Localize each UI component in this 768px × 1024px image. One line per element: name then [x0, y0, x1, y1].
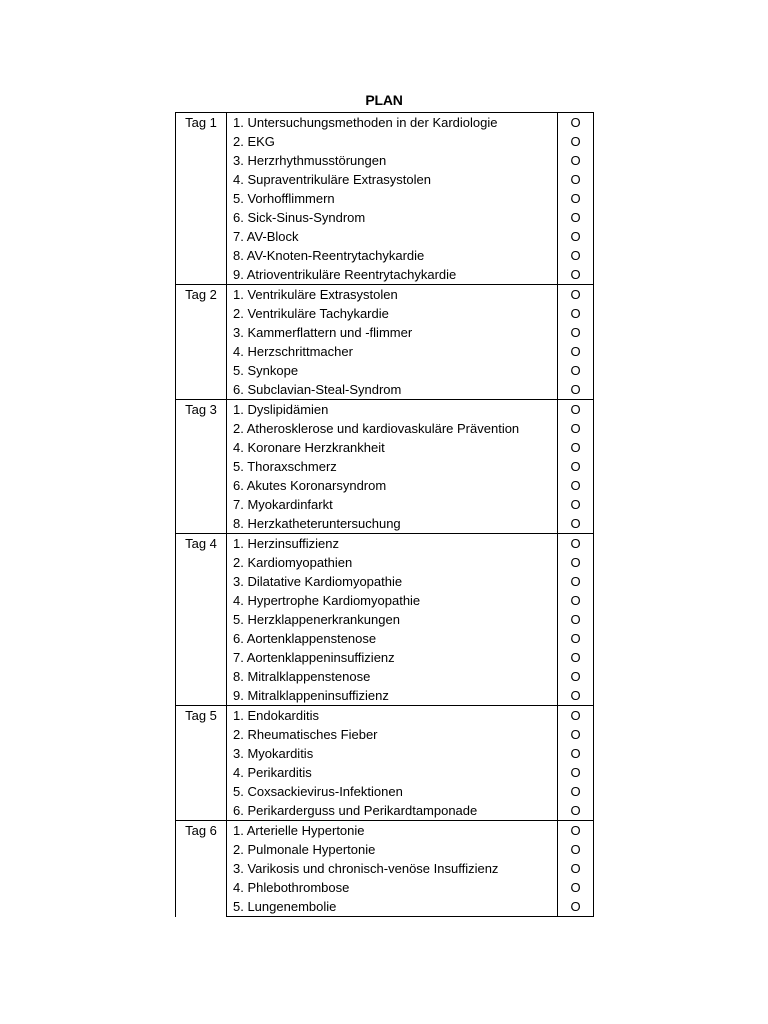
table-row — [176, 380, 594, 400]
topic-item: 3. Dilatative Kardiomyopathie — [227, 572, 558, 591]
checkbox-circle[interactable]: O — [558, 151, 594, 170]
day-label: Tag 2 — [176, 285, 227, 400]
table-row — [176, 725, 594, 744]
topic-item: 4. Koronare Herzkrankheit — [227, 438, 558, 457]
topic-item: 5. Vorhofflimmern — [227, 189, 558, 208]
topic-item: 7. AV-Block — [227, 227, 558, 246]
topic-item: 2. EKG — [227, 132, 558, 151]
table-row — [176, 361, 594, 380]
table-row — [176, 419, 594, 438]
table-row — [176, 897, 594, 917]
topic-item: 5. Herzklappenerkrankungen — [227, 610, 558, 629]
table-row — [176, 706, 594, 726]
table-row — [176, 113, 594, 133]
checkbox-circle[interactable]: O — [558, 706, 594, 726]
topic-item: 6. Aortenklappenstenose — [227, 629, 558, 648]
checkbox-circle[interactable]: O — [558, 323, 594, 342]
checkbox-circle[interactable]: O — [558, 457, 594, 476]
day-label: Tag 4 — [176, 534, 227, 706]
topic-item: 6. Sick-Sinus-Syndrom — [227, 208, 558, 227]
table-row — [176, 553, 594, 572]
topic-item: 2. Rheumatisches Fieber — [227, 725, 558, 744]
checkbox-circle[interactable]: O — [558, 419, 594, 438]
topic-item: 7. Myokardinfarkt — [227, 495, 558, 514]
day-label: Tag 6 — [176, 821, 227, 917]
table-row — [176, 648, 594, 667]
checkbox-circle[interactable]: O — [558, 859, 594, 878]
topic-item: 7. Aortenklappeninsuffizienz — [227, 648, 558, 667]
table-row — [176, 686, 594, 706]
topic-item: 2. Pulmonale Hypertonie — [227, 840, 558, 859]
table-row — [176, 400, 594, 420]
checkbox-circle[interactable]: O — [558, 285, 594, 305]
topic-item: 5. Coxsackievirus-Infektionen — [227, 782, 558, 801]
checkbox-circle[interactable]: O — [558, 113, 594, 133]
topic-item: 1. Ventrikuläre Extrasystolen — [227, 285, 558, 305]
topic-item: 5. Thoraxschmerz — [227, 457, 558, 476]
table-row — [176, 208, 594, 227]
topic-item: 4. Supraventrikuläre Extrasystolen — [227, 170, 558, 189]
topic-item: 6. Akutes Koronarsyndrom — [227, 476, 558, 495]
checkbox-circle[interactable]: O — [558, 342, 594, 361]
checkbox-circle[interactable]: O — [558, 801, 594, 821]
table-row — [176, 304, 594, 323]
checkbox-circle[interactable]: O — [558, 189, 594, 208]
checkbox-circle[interactable]: O — [558, 304, 594, 323]
topic-item: 9. Mitralklappeninsuffizienz — [227, 686, 558, 706]
topic-item: 9. Atrioventrikuläre Reentrytachykardie — [227, 265, 558, 285]
checkbox-circle[interactable]: O — [558, 878, 594, 897]
checkbox-circle[interactable]: O — [558, 725, 594, 744]
table-row — [176, 744, 594, 763]
day-label: Tag 1 — [176, 113, 227, 285]
topic-item: 2. Kardiomyopathien — [227, 553, 558, 572]
checkbox-circle[interactable]: O — [558, 610, 594, 629]
topic-item: 3. Kammerflattern und -flimmer — [227, 323, 558, 342]
table-row — [176, 495, 594, 514]
topic-item: 4. Phlebothrombose — [227, 878, 558, 897]
table-row — [176, 763, 594, 782]
topic-item: 3. Varikosis und chronisch-venöse Insuffizienz — [227, 859, 558, 878]
checkbox-circle[interactable]: O — [558, 629, 594, 648]
table-row — [176, 438, 594, 457]
topic-item: 4. Hypertrophe Kardiomyopathie — [227, 591, 558, 610]
checkbox-circle[interactable]: O — [558, 821, 594, 841]
table-row — [176, 189, 594, 208]
table-row — [176, 132, 594, 151]
checkbox-circle[interactable]: O — [558, 132, 594, 151]
table-row — [176, 265, 594, 285]
topic-item: 4. Herzschrittmacher — [227, 342, 558, 361]
study-plan-table — [175, 112, 594, 917]
checkbox-circle[interactable]: O — [558, 400, 594, 420]
checkbox-circle[interactable]: O — [558, 572, 594, 591]
topic-item: 1. Dyslipidämien — [227, 400, 558, 420]
checkbox-circle[interactable]: O — [558, 763, 594, 782]
checkbox-circle[interactable]: O — [558, 170, 594, 189]
checkbox-circle[interactable]: O — [558, 686, 594, 706]
checkbox-circle[interactable]: O — [558, 208, 594, 227]
table-row — [176, 859, 594, 878]
table-row — [176, 151, 594, 170]
table-row — [176, 534, 594, 554]
table-row — [176, 840, 594, 859]
checkbox-circle[interactable]: O — [558, 840, 594, 859]
topic-item: 5. Lungenembolie — [227, 897, 558, 917]
page-title: PLAN — [365, 92, 403, 108]
table-row — [176, 476, 594, 495]
topic-item: 1. Endokarditis — [227, 706, 558, 726]
table-row — [176, 246, 594, 265]
table-row — [176, 878, 594, 897]
topic-item: 8. AV-Knoten-Reentrytachykardie — [227, 246, 558, 265]
topic-item: 4. Perikarditis — [227, 763, 558, 782]
checkbox-circle[interactable]: O — [558, 514, 594, 534]
checkbox-circle[interactable]: O — [558, 744, 594, 763]
table-row — [176, 457, 594, 476]
table-row — [176, 170, 594, 189]
topic-item: 3. Herzrhythmusstörungen — [227, 151, 558, 170]
study-plan-body — [176, 113, 594, 917]
table-row — [176, 227, 594, 246]
topic-item: 2. Atherosklerose und kardiovaskuläre Prävention — [227, 419, 558, 438]
checkbox-circle[interactable]: O — [558, 667, 594, 686]
checkbox-circle[interactable]: O — [558, 438, 594, 457]
checkbox-circle[interactable]: O — [558, 495, 594, 514]
checkbox-circle[interactable]: O — [558, 246, 594, 265]
table-row — [176, 572, 594, 591]
table-row — [176, 342, 594, 361]
day-label: Tag 5 — [176, 706, 227, 821]
checkbox-circle[interactable]: O — [558, 897, 594, 917]
table-row — [176, 667, 594, 686]
table-row — [176, 285, 594, 305]
table-row — [176, 591, 594, 610]
checkbox-circle[interactable]: O — [558, 553, 594, 572]
topic-item: 1. Herzinsuffizienz — [227, 534, 558, 554]
checkbox-circle[interactable]: O — [558, 476, 594, 495]
topic-item: 5. Synkope — [227, 361, 558, 380]
table-row — [176, 323, 594, 342]
topic-item: 1. Untersuchungsmethoden in der Kardiologie — [227, 113, 558, 133]
checkbox-circle[interactable]: O — [558, 591, 594, 610]
topic-item: 3. Myokarditis — [227, 744, 558, 763]
checkbox-circle[interactable]: O — [558, 265, 594, 285]
topic-item: 8. Herzkatheteruntersuchung — [227, 514, 558, 534]
checkbox-circle[interactable]: O — [558, 380, 594, 400]
topic-item: 6. Perikarderguss und Perikardtamponade — [227, 801, 558, 821]
table-row — [176, 782, 594, 801]
table-row — [176, 801, 594, 821]
day-label: Tag 3 — [176, 400, 227, 534]
table-row — [176, 821, 594, 841]
checkbox-circle[interactable]: O — [558, 648, 594, 667]
table-row — [176, 514, 594, 534]
table-row — [176, 629, 594, 648]
table-row — [176, 610, 594, 629]
checkbox-circle[interactable]: O — [558, 227, 594, 246]
checkbox-circle[interactable]: O — [558, 534, 594, 554]
checkbox-circle[interactable]: O — [558, 361, 594, 380]
topic-item: 2. Ventrikuläre Tachykardie — [227, 304, 558, 323]
checkbox-circle[interactable]: O — [558, 782, 594, 801]
topic-item: 6. Subclavian-Steal-Syndrom — [227, 380, 558, 400]
topic-item: 8. Mitralklappenstenose — [227, 667, 558, 686]
topic-item: 1. Arterielle Hypertonie — [227, 821, 558, 841]
